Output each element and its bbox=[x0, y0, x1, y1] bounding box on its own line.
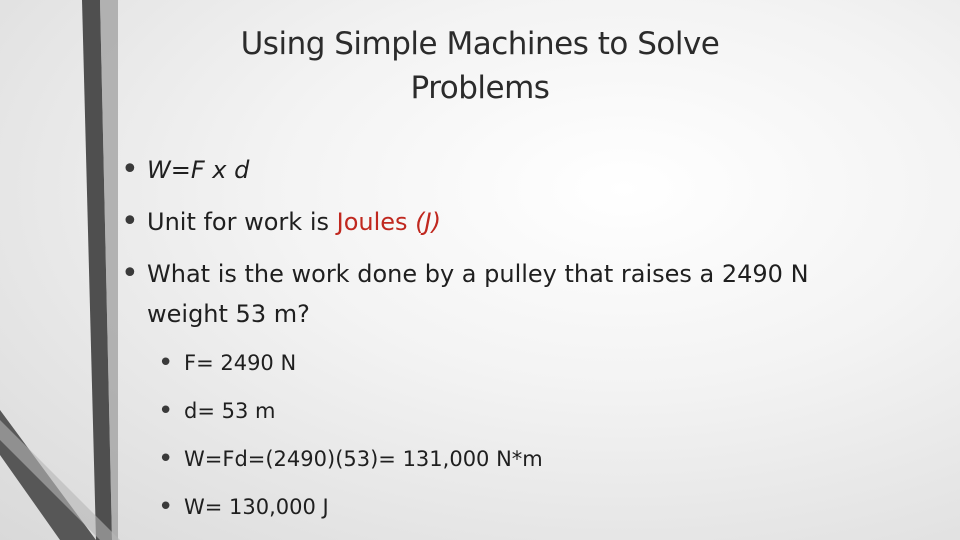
bullet-question bbox=[115, 254, 905, 334]
bullet-unit bbox=[115, 202, 905, 242]
bullet-unit-symbol: (J) bbox=[415, 208, 441, 236]
bullet-question-line-2: weight 53 m? bbox=[147, 300, 310, 328]
bullet-formula-text: W=F x d bbox=[147, 156, 250, 184]
sub-bullet-force bbox=[152, 346, 905, 380]
slide-title bbox=[180, 22, 780, 110]
sub-bullet-force-text: F= 2490 N bbox=[184, 351, 297, 375]
sub-bullet-dot: • bbox=[158, 396, 174, 426]
sub-bullet-calculation bbox=[152, 442, 905, 476]
sub-bullet-dot: • bbox=[158, 444, 174, 474]
sub-bullet-calculation-text: W=Fd=(2490)(53)= 131,000 N*m bbox=[184, 447, 543, 471]
sub-bullet-answer-text: W= 130,000 J bbox=[184, 495, 329, 519]
sub-bullet-distance bbox=[152, 394, 905, 428]
stripe-bottom-light bbox=[0, 420, 120, 540]
sub-bullet-dot: • bbox=[158, 492, 174, 522]
sub-bullet-distance-text: d= 53 m bbox=[184, 399, 276, 423]
bullet-unit-highlight: Joules bbox=[336, 208, 408, 236]
bullet-dot: • bbox=[121, 152, 139, 187]
sub-bullet-list bbox=[152, 346, 905, 524]
bullet-dot: • bbox=[121, 256, 139, 291]
stripe-bottom-dark bbox=[0, 410, 96, 540]
title-line-1: Using Simple Machines to Solve bbox=[240, 26, 720, 62]
bullet-question-line-1: What is the work done by a pulley that raises a 2490 N bbox=[147, 260, 809, 288]
title-line-2: Problems bbox=[410, 70, 550, 106]
bullet-list bbox=[115, 150, 905, 538]
bullet-formula bbox=[115, 150, 905, 190]
sub-bullet-answer bbox=[152, 490, 905, 524]
stripe-dark bbox=[82, 0, 112, 540]
bullet-dot: • bbox=[121, 204, 139, 239]
sub-bullet-dot: • bbox=[158, 348, 174, 378]
bullet-unit-prefix: Unit for work is bbox=[147, 208, 337, 236]
